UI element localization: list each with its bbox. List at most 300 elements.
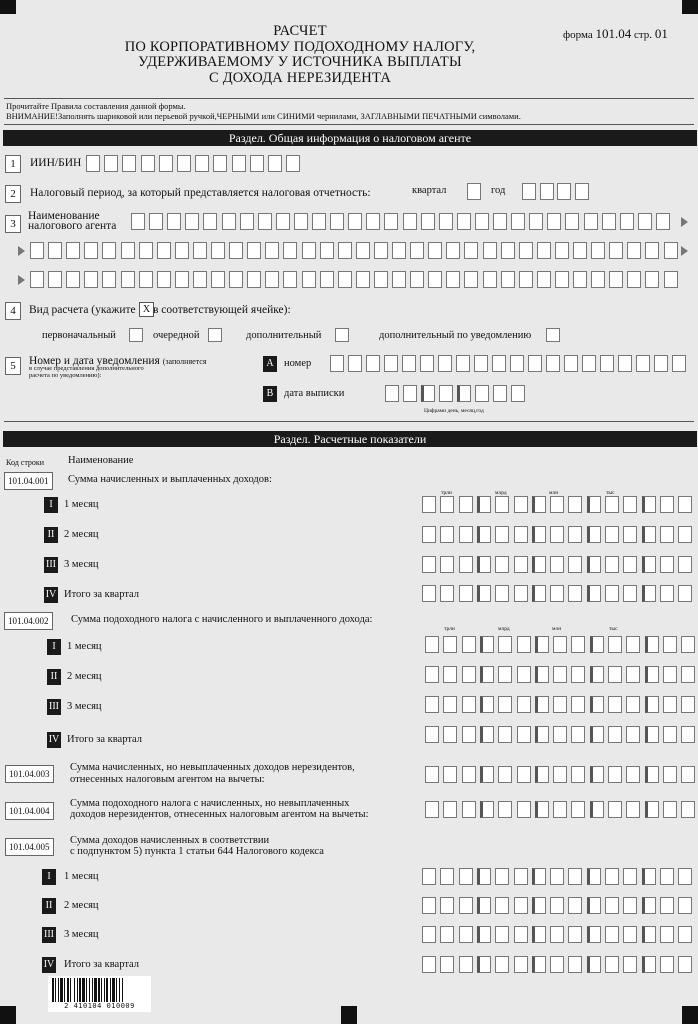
input-cell[interactable] [553, 801, 567, 818]
input-cell[interactable] [546, 355, 560, 372]
input-cell[interactable] [656, 213, 670, 230]
input-cell[interactable] [623, 526, 637, 543]
input-cell[interactable] [550, 556, 564, 573]
input-cell[interactable] [590, 766, 604, 783]
input-cell[interactable] [440, 526, 454, 543]
input-cell[interactable] [440, 496, 454, 513]
input-cell[interactable] [678, 868, 692, 885]
input-cell[interactable] [247, 242, 261, 259]
input-cell[interactable] [587, 556, 601, 573]
input-cell[interactable] [477, 897, 491, 914]
input-cell[interactable] [623, 868, 637, 885]
input-cell[interactable] [663, 766, 677, 783]
input-cell[interactable] [428, 271, 442, 288]
input-cell[interactable] [555, 242, 569, 259]
input-cell[interactable] [517, 636, 531, 653]
input-cell[interactable] [366, 213, 380, 230]
input-cell[interactable] [213, 155, 227, 172]
input-cell[interactable] [193, 242, 207, 259]
input-cell[interactable] [320, 242, 334, 259]
input-cell[interactable] [498, 766, 512, 783]
input-cell[interactable] [605, 556, 619, 573]
input-cell[interactable] [608, 766, 622, 783]
input-cell[interactable] [663, 726, 677, 743]
input-cell[interactable] [681, 696, 695, 713]
input-cell[interactable] [495, 585, 509, 602]
input-cell[interactable] [422, 926, 436, 943]
input-cell[interactable] [532, 926, 546, 943]
input-cell[interactable] [459, 926, 473, 943]
input-cell[interactable] [553, 666, 567, 683]
input-cell[interactable] [522, 183, 536, 200]
input-cell[interactable] [459, 496, 473, 513]
input-cell[interactable] [356, 271, 370, 288]
input-cell[interactable] [608, 726, 622, 743]
input-cell[interactable] [459, 868, 473, 885]
input-cell[interactable] [642, 956, 656, 973]
input-cell[interactable] [645, 636, 659, 653]
input-cell[interactable] [312, 213, 326, 230]
input-cell[interactable] [495, 956, 509, 973]
input-cell[interactable] [480, 726, 494, 743]
input-cell[interactable] [642, 556, 656, 573]
input-cell[interactable] [605, 956, 619, 973]
input-cell[interactable] [568, 556, 582, 573]
input-cell[interactable] [626, 666, 640, 683]
input-cell[interactable] [420, 355, 434, 372]
input-cell[interactable] [602, 213, 616, 230]
input-cell[interactable] [514, 556, 528, 573]
input-cell[interactable] [645, 242, 659, 259]
input-cell[interactable] [283, 271, 297, 288]
input-cell[interactable] [535, 636, 549, 653]
input-cell[interactable] [480, 801, 494, 818]
input-cell[interactable] [623, 496, 637, 513]
input-cell[interactable] [553, 766, 567, 783]
input-cell[interactable] [575, 183, 589, 200]
input-cell[interactable] [439, 385, 453, 402]
input-cell[interactable] [177, 155, 191, 172]
input-cell[interactable] [608, 801, 622, 818]
input-cell[interactable] [645, 271, 659, 288]
input-cell[interactable] [664, 271, 678, 288]
input-cell[interactable] [121, 242, 135, 259]
input-cell[interactable] [519, 242, 533, 259]
input-cell[interactable] [636, 355, 650, 372]
input-cell[interactable] [517, 801, 531, 818]
input-cell[interactable] [464, 242, 478, 259]
input-cell[interactable] [605, 526, 619, 543]
input-cell[interactable] [587, 926, 601, 943]
input-cell[interactable] [265, 242, 279, 259]
input-cell[interactable] [571, 766, 585, 783]
input-cell[interactable] [330, 355, 344, 372]
input-cell[interactable] [535, 696, 549, 713]
input-cell[interactable] [477, 496, 491, 513]
input-cell[interactable] [608, 696, 622, 713]
input-cell[interactable] [568, 926, 582, 943]
input-cell[interactable] [654, 355, 668, 372]
input-cell[interactable] [428, 242, 442, 259]
input-cell[interactable] [402, 355, 416, 372]
input-cell[interactable] [392, 271, 406, 288]
input-cell[interactable] [605, 496, 619, 513]
input-cell[interactable] [627, 271, 641, 288]
input-cell[interactable] [495, 897, 509, 914]
input-cell[interactable] [456, 355, 470, 372]
input-cell[interactable] [193, 271, 207, 288]
input-cell[interactable] [638, 213, 652, 230]
input-cell[interactable] [258, 213, 272, 230]
input-cell[interactable] [459, 526, 473, 543]
input-cell[interactable] [480, 666, 494, 683]
input-cell[interactable] [104, 155, 118, 172]
input-cell[interactable] [573, 271, 587, 288]
input-cell[interactable] [535, 666, 549, 683]
input-cell[interactable] [403, 385, 417, 402]
input-cell[interactable] [582, 355, 596, 372]
input-cell[interactable] [590, 696, 604, 713]
input-cell[interactable] [550, 585, 564, 602]
input-cell[interactable] [587, 526, 601, 543]
input-cell[interactable] [440, 897, 454, 914]
input-cell[interactable] [462, 636, 476, 653]
input-cell[interactable] [302, 271, 316, 288]
input-cell[interactable] [605, 868, 619, 885]
input-cell[interactable] [587, 496, 601, 513]
input-cell[interactable] [480, 696, 494, 713]
input-cell[interactable] [66, 271, 80, 288]
input-cell[interactable] [374, 242, 388, 259]
input-cell[interactable] [532, 526, 546, 543]
input-cell[interactable] [660, 556, 674, 573]
input-cell[interactable] [443, 801, 457, 818]
input-cell[interactable] [550, 526, 564, 543]
input-cell[interactable] [660, 868, 674, 885]
input-cell[interactable] [584, 213, 598, 230]
input-cell[interactable] [501, 271, 515, 288]
input-cell[interactable] [141, 155, 155, 172]
input-cell[interactable] [498, 636, 512, 653]
input-cell[interactable] [681, 636, 695, 653]
input-cell[interactable] [294, 213, 308, 230]
input-cell[interactable] [498, 666, 512, 683]
input-cell[interactable] [480, 636, 494, 653]
input-cell[interactable] [550, 496, 564, 513]
input-cell[interactable] [678, 926, 692, 943]
input-cell[interactable] [477, 585, 491, 602]
input-cell[interactable] [645, 726, 659, 743]
input-cell[interactable] [492, 355, 506, 372]
input-cell[interactable] [557, 183, 571, 200]
input-cell[interactable] [532, 956, 546, 973]
input-cell[interactable] [422, 556, 436, 573]
input-cell[interactable] [462, 696, 476, 713]
input-cell[interactable] [175, 242, 189, 259]
input-cell[interactable] [623, 585, 637, 602]
input-cell[interactable] [30, 242, 44, 259]
input-cell[interactable] [660, 956, 674, 973]
input-cell[interactable] [157, 242, 171, 259]
input-cell[interactable] [681, 726, 695, 743]
input-cell[interactable] [605, 926, 619, 943]
input-cell[interactable] [159, 155, 173, 172]
input-cell[interactable] [590, 801, 604, 818]
input-cell[interactable] [626, 636, 640, 653]
input-cell[interactable] [425, 726, 439, 743]
input-cell[interactable] [240, 213, 254, 230]
input-cell[interactable] [457, 213, 471, 230]
input-cell[interactable] [459, 897, 473, 914]
input-cell[interactable] [642, 585, 656, 602]
option-regular-checkbox[interactable] [208, 328, 222, 342]
input-cell[interactable] [385, 385, 399, 402]
input-cell[interactable] [167, 213, 181, 230]
input-cell[interactable] [459, 956, 473, 973]
input-cell[interactable] [626, 766, 640, 783]
input-cell[interactable] [535, 766, 549, 783]
input-cell[interactable] [493, 385, 507, 402]
input-cell[interactable] [553, 726, 567, 743]
input-cell[interactable] [232, 155, 246, 172]
quarter-cell[interactable] [467, 183, 481, 200]
input-cell[interactable] [425, 666, 439, 683]
input-cell[interactable] [48, 242, 62, 259]
input-cell[interactable] [421, 385, 435, 402]
input-cell[interactable] [587, 956, 601, 973]
input-cell[interactable] [392, 242, 406, 259]
input-cell[interactable] [517, 666, 531, 683]
input-cell[interactable] [623, 556, 637, 573]
input-cell[interactable] [410, 242, 424, 259]
input-cell[interactable] [517, 766, 531, 783]
input-cell[interactable] [529, 213, 543, 230]
input-cell[interactable] [672, 355, 686, 372]
input-cell[interactable] [422, 526, 436, 543]
input-cell[interactable] [571, 801, 585, 818]
input-cell[interactable] [645, 696, 659, 713]
input-cell[interactable] [620, 213, 634, 230]
input-cell[interactable] [553, 696, 567, 713]
input-cell[interactable] [660, 585, 674, 602]
input-cell[interactable] [131, 213, 145, 230]
input-cell[interactable] [185, 213, 199, 230]
input-cell[interactable] [514, 868, 528, 885]
input-cell[interactable] [440, 556, 454, 573]
input-cell[interactable] [440, 868, 454, 885]
input-cell[interactable] [663, 696, 677, 713]
input-cell[interactable] [356, 242, 370, 259]
input-cell[interactable] [229, 242, 243, 259]
input-cell[interactable] [571, 666, 585, 683]
input-cell[interactable] [265, 271, 279, 288]
input-cell[interactable] [421, 213, 435, 230]
input-cell[interactable] [618, 355, 632, 372]
input-cell[interactable] [139, 271, 153, 288]
input-cell[interactable] [571, 726, 585, 743]
input-cell[interactable] [537, 242, 551, 259]
input-cell[interactable] [681, 801, 695, 818]
input-cell[interactable] [681, 666, 695, 683]
input-cell[interactable] [477, 956, 491, 973]
input-cell[interactable] [532, 556, 546, 573]
input-cell[interactable] [532, 496, 546, 513]
input-cell[interactable] [591, 242, 605, 259]
input-cell[interactable] [571, 636, 585, 653]
input-cell[interactable] [626, 726, 640, 743]
input-cell[interactable] [30, 271, 44, 288]
input-cell[interactable] [553, 636, 567, 653]
input-cell[interactable] [348, 213, 362, 230]
input-cell[interactable] [514, 956, 528, 973]
input-cell[interactable] [443, 666, 457, 683]
input-cell[interactable] [403, 213, 417, 230]
input-cell[interactable] [573, 242, 587, 259]
input-cell[interactable] [440, 956, 454, 973]
input-cell[interactable] [477, 868, 491, 885]
input-cell[interactable] [66, 242, 80, 259]
input-cell[interactable] [664, 242, 678, 259]
input-cell[interactable] [678, 897, 692, 914]
input-cell[interactable] [568, 956, 582, 973]
input-cell[interactable] [591, 271, 605, 288]
input-cell[interactable] [446, 271, 460, 288]
input-cell[interactable] [320, 271, 334, 288]
input-cell[interactable] [590, 636, 604, 653]
input-cell[interactable] [540, 183, 554, 200]
input-cell[interactable] [222, 213, 236, 230]
input-cell[interactable] [535, 726, 549, 743]
input-cell[interactable] [477, 526, 491, 543]
input-cell[interactable] [663, 636, 677, 653]
input-cell[interactable] [663, 666, 677, 683]
input-cell[interactable] [446, 242, 460, 259]
input-cell[interactable] [678, 526, 692, 543]
input-cell[interactable] [514, 585, 528, 602]
input-cell[interactable] [550, 868, 564, 885]
input-cell[interactable] [410, 271, 424, 288]
input-cell[interactable] [462, 766, 476, 783]
input-cell[interactable] [627, 242, 641, 259]
input-cell[interactable] [422, 956, 436, 973]
input-cell[interactable] [175, 271, 189, 288]
input-cell[interactable] [84, 271, 98, 288]
input-cell[interactable] [623, 956, 637, 973]
input-cell[interactable] [268, 155, 282, 172]
input-cell[interactable] [374, 271, 388, 288]
input-cell[interactable] [609, 271, 623, 288]
input-cell[interactable] [157, 271, 171, 288]
input-cell[interactable] [564, 355, 578, 372]
input-cell[interactable] [457, 385, 471, 402]
input-cell[interactable] [483, 271, 497, 288]
input-cell[interactable] [86, 155, 100, 172]
input-cell[interactable] [645, 766, 659, 783]
input-cell[interactable] [462, 726, 476, 743]
input-cell[interactable] [660, 897, 674, 914]
option-additional-checkbox[interactable] [335, 328, 349, 342]
input-cell[interactable] [660, 496, 674, 513]
input-cell[interactable] [302, 242, 316, 259]
input-cell[interactable] [477, 556, 491, 573]
input-cell[interactable] [283, 242, 297, 259]
input-cell[interactable] [642, 526, 656, 543]
input-cell[interactable] [443, 696, 457, 713]
input-cell[interactable] [517, 726, 531, 743]
input-cell[interactable] [642, 496, 656, 513]
input-cell[interactable] [338, 242, 352, 259]
input-cell[interactable] [678, 496, 692, 513]
input-cell[interactable] [568, 585, 582, 602]
input-cell[interactable] [514, 526, 528, 543]
input-cell[interactable] [425, 801, 439, 818]
input-cell[interactable] [623, 926, 637, 943]
input-cell[interactable] [514, 897, 528, 914]
input-cell[interactable] [495, 526, 509, 543]
input-cell[interactable] [384, 355, 398, 372]
input-cell[interactable] [568, 897, 582, 914]
input-cell[interactable] [535, 801, 549, 818]
input-cell[interactable] [338, 271, 352, 288]
input-cell[interactable] [678, 556, 692, 573]
input-cell[interactable] [608, 666, 622, 683]
input-cell[interactable] [642, 868, 656, 885]
input-cell[interactable] [84, 242, 98, 259]
input-cell[interactable] [590, 726, 604, 743]
input-cell[interactable] [211, 271, 225, 288]
input-cell[interactable] [645, 801, 659, 818]
input-cell[interactable] [532, 585, 546, 602]
input-cell[interactable] [480, 766, 494, 783]
input-cell[interactable] [642, 926, 656, 943]
input-cell[interactable] [422, 496, 436, 513]
input-cell[interactable] [605, 585, 619, 602]
input-cell[interactable] [102, 271, 116, 288]
input-cell[interactable] [663, 801, 677, 818]
input-cell[interactable] [102, 242, 116, 259]
input-cell[interactable] [550, 897, 564, 914]
input-cell[interactable] [139, 242, 153, 259]
input-cell[interactable] [678, 585, 692, 602]
option-initial-checkbox[interactable] [129, 328, 143, 342]
input-cell[interactable] [459, 585, 473, 602]
input-cell[interactable] [626, 696, 640, 713]
input-cell[interactable] [122, 155, 136, 172]
input-cell[interactable] [440, 926, 454, 943]
input-cell[interactable] [587, 897, 601, 914]
input-cell[interactable] [250, 155, 264, 172]
input-cell[interactable] [605, 897, 619, 914]
input-cell[interactable] [568, 526, 582, 543]
option-additional-notice-checkbox[interactable] [546, 328, 560, 342]
input-cell[interactable] [568, 496, 582, 513]
input-cell[interactable] [443, 636, 457, 653]
input-cell[interactable] [660, 526, 674, 543]
input-cell[interactable] [532, 897, 546, 914]
input-cell[interactable] [440, 585, 454, 602]
input-cell[interactable] [498, 801, 512, 818]
input-cell[interactable] [438, 355, 452, 372]
input-cell[interactable] [286, 155, 300, 172]
input-cell[interactable] [348, 355, 362, 372]
input-cell[interactable] [422, 897, 436, 914]
input-cell[interactable] [48, 271, 62, 288]
input-cell[interactable] [475, 385, 489, 402]
input-cell[interactable] [495, 556, 509, 573]
input-cell[interactable] [645, 666, 659, 683]
input-cell[interactable] [425, 766, 439, 783]
input-cell[interactable] [121, 271, 135, 288]
